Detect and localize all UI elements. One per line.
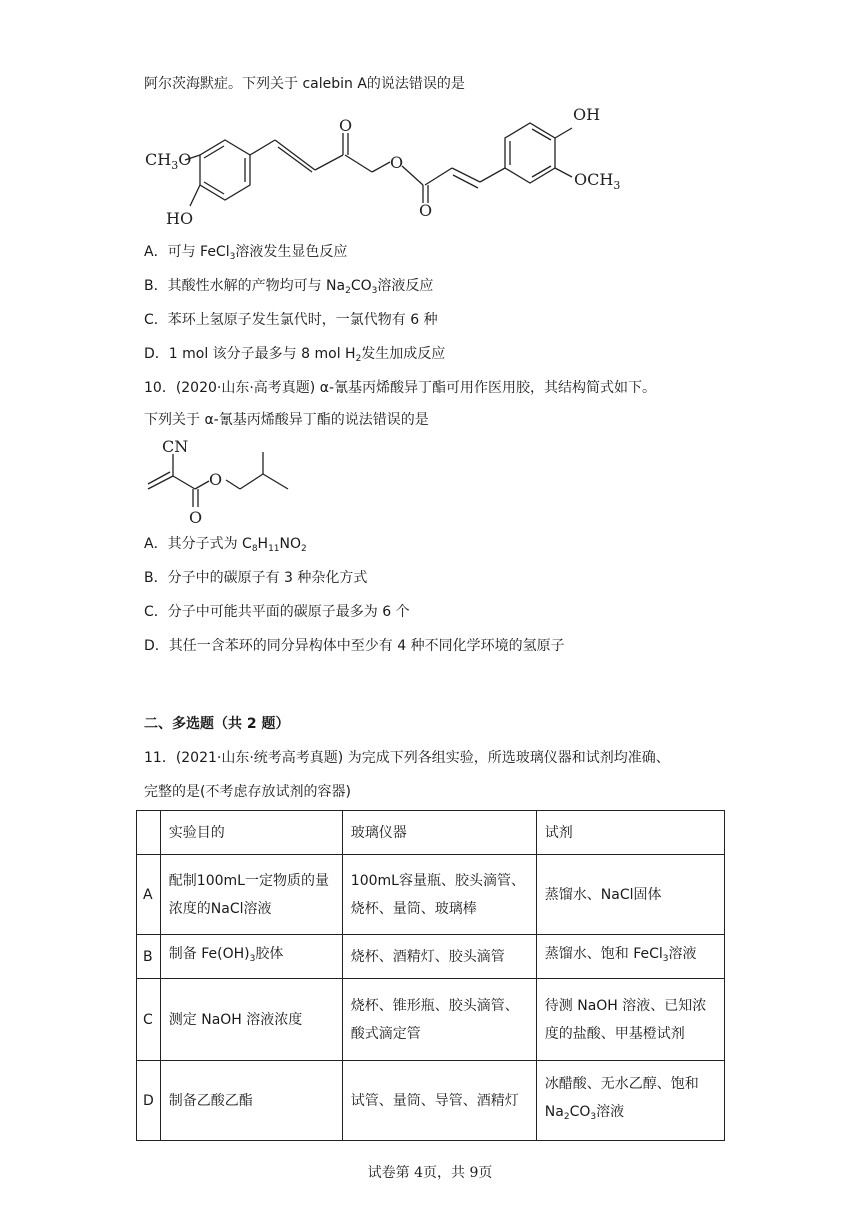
table-header-cell: 试剂 bbox=[536, 811, 724, 855]
q11-table bbox=[136, 810, 725, 1141]
mol2-cn-label: CN bbox=[162, 437, 189, 456]
mol1-ch3o-label: $CH_3O$ bbox=[145, 150, 192, 172]
page-footer: 试卷第 4页，共 9页 bbox=[367, 1165, 493, 1181]
q9-option-a: A．可与 FeCl$_3$溶液发生显色反应 bbox=[144, 244, 348, 262]
mol1-carbonyl-o-label: O bbox=[339, 116, 353, 135]
q11-stem-line2: 完整的是(不考虑存放试剂的容器) bbox=[144, 784, 351, 800]
q10-stem-line1: 10．(2020·山东·高考真题) α-氰基丙烯酸异丁酯可用作医用胶，其结构简式如下。 bbox=[144, 380, 656, 396]
table-cell-label: A bbox=[137, 855, 161, 935]
table-header-cell bbox=[137, 811, 161, 855]
table-cell: 待测 NaOH 溶液、已知浓度的盐酸、甲基橙试剂 bbox=[536, 979, 724, 1061]
table-row bbox=[137, 979, 725, 1061]
mol1-oh-left-label: HO bbox=[166, 209, 194, 228]
cyanoacrylate-structure bbox=[140, 434, 310, 529]
table-cell: 制备乙酸乙酯 bbox=[160, 1061, 342, 1141]
table-row bbox=[137, 855, 725, 935]
q10-stem-line2: 下列关于 α-氰基丙烯酸异丁酯的说法错误的是 bbox=[144, 412, 429, 428]
mol2-carbonyl-o-label: O bbox=[189, 508, 203, 527]
table-cell: 制备 $Fe(OH)_3$胶体 bbox=[160, 935, 342, 979]
mol1-och3-label: $OCH_3$ bbox=[574, 170, 621, 192]
table-cell: 蒸馏水、NaCl固体 bbox=[536, 855, 724, 935]
table-cell: 蒸馏水、饱和 FeCl$_3$溶液 bbox=[536, 935, 724, 979]
q9-option-b: B．其酸性水解的产物均可与 $Na_2CO_3$溶液反应 bbox=[144, 278, 434, 296]
q10-option-d: D．其任一含苯环的同分异构体中至少有 4 种不同化学环境的氢原子 bbox=[144, 638, 565, 654]
mol1-oh-right-label: OH bbox=[573, 105, 601, 124]
table-header-cell: 玻璃仪器 bbox=[342, 811, 536, 855]
q10-option-c: C．分子中可能共平面的碳原子最多为 6 个 bbox=[144, 604, 410, 620]
table-cell: 冰醋酸、无水乙醇、饱和$Na_2CO_3$溶液 bbox=[536, 1061, 724, 1141]
q9-option-c: C．苯环上氢原子发生氯代时，一氯代物有 6 种 bbox=[144, 312, 438, 328]
q10-option-b: B．分子中的碳原子有 3 种杂化方式 bbox=[144, 570, 368, 586]
mol1-ester-o-label: O bbox=[390, 153, 404, 172]
table-header-cell: 实验目的 bbox=[160, 811, 342, 855]
section2-title: 二、多选题（共 2 题） bbox=[144, 716, 290, 732]
calebin-a-structure bbox=[140, 100, 660, 240]
table-cell: 测定 NaOH 溶液浓度 bbox=[160, 979, 342, 1061]
mol2-ester-o-label: O bbox=[209, 470, 223, 489]
table-cell: 配制100mL一定物质的量浓度的NaCl溶液 bbox=[160, 855, 342, 935]
q10-option-a: A．其分子式为 $C_8H_{11}NO_2$ bbox=[144, 536, 307, 554]
table-cell: 试管、量筒、导管、酒精灯 bbox=[342, 1061, 536, 1141]
table-cell-label: C bbox=[137, 979, 161, 1061]
table-header-row bbox=[137, 811, 725, 855]
table-cell: 烧杯、锥形瓶、胶头滴管、酸式滴定管 bbox=[342, 979, 536, 1061]
table-cell-label: D bbox=[137, 1061, 161, 1141]
mol1-ester-carbonyl-o-label: O bbox=[419, 201, 433, 220]
table-cell: 100mL容量瓶、胶头滴管、烧杯、量筒、玻璃棒 bbox=[342, 855, 536, 935]
intro-line: 阿尔茨海默症。下列关于 calebin A的说法错误的是 bbox=[144, 76, 465, 92]
q9-option-d: D．1 mol 该分子最多与 8 mol $H_2$发生加成反应 bbox=[144, 346, 446, 364]
q11-stem-line1: 11．(2021·山东·统考高考真题) 为完成下列各组实验，所选玻璃仪器和试剂均准确、 bbox=[144, 750, 670, 766]
table-cell-label: B bbox=[137, 935, 161, 979]
table-cell: 烧杯、酒精灯、胶头滴管 bbox=[342, 935, 536, 979]
table-row bbox=[137, 1061, 725, 1141]
table-row bbox=[137, 935, 725, 979]
